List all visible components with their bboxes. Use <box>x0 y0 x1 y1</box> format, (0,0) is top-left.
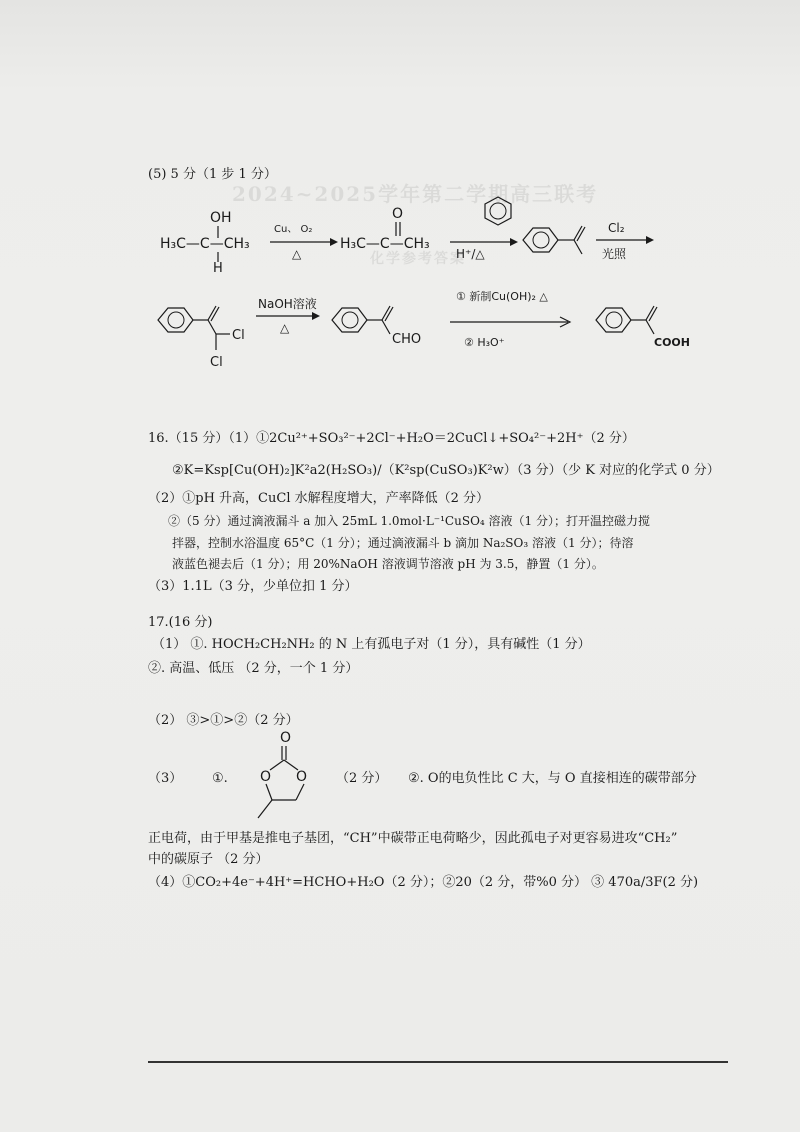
ghost-header: 2024~2025学年第二学期高三联考 <box>232 182 599 206</box>
oh-label: OH <box>210 210 232 226</box>
q17-part3-sub1: ①. <box>212 771 228 786</box>
h-label: H <box>213 261 223 276</box>
ring-o-left: O <box>260 769 272 785</box>
q16-line4: ②（5 分）通过滴液漏斗 a 加入 25mL 1.0mol·L⁻¹CuSO₄ 溶液（1 分）；打开温控磁力搅 <box>168 514 650 528</box>
q17-part3-score: （2 分） <box>336 771 388 786</box>
arrow3-reagent: Cl₂ <box>608 221 625 235</box>
q16-line6: 液蓝色褪去后（1 分）；用 20%NaOH 溶液调节溶液 pH 为 3.5，静置（1 分）。 <box>172 557 604 571</box>
arrow1-reagent: Cu、 O₂ <box>274 224 313 235</box>
q17-part3-sub2: ②. O的电负性比 C 大，与 O 直接相连的碳带部分 <box>408 771 697 786</box>
arrow4-reagent: NaOH溶液 <box>258 297 317 311</box>
q17-line3: （2） ③>①>②（2 分） <box>148 713 299 728</box>
q16-line1: 16.（15 分）（1）①2Cu²⁺+SO₃²⁻+2Cl⁻+H₂O＝2CuCl↓+SO₄²⁻+2H⁺（2 分） <box>148 431 635 446</box>
q5-heading: (5) 5 分（1 步 1 分） <box>148 167 277 182</box>
carbonyl-o-label: O <box>280 730 292 746</box>
arrow4-condition: △ <box>280 321 290 335</box>
arrow5-step2: ② H₃O⁺ <box>464 336 505 349</box>
ghost-sub: 化学参考答案 <box>370 251 466 267</box>
arrow3-condition: 光照 <box>602 247 627 261</box>
q16-line2: ②K=Ksp[Cu(OH)₂]K²a2(H₂SO₃)/（K²sp(CuSO₃)K²w）（3 分）（少 K 对应的化学式 0 分） <box>172 463 720 478</box>
cl-label-1: Cl <box>232 328 245 343</box>
arrow2-condition: H⁺/△ <box>456 247 485 261</box>
q17-line2: ②. 高温、低压 （2 分，一个 1 分） <box>148 661 359 676</box>
reaction-row-1 <box>140 196 700 276</box>
q17-part3-label: （3） <box>148 771 183 786</box>
propylene-carbonate-structure <box>238 726 328 826</box>
acetone-o: O <box>392 206 404 222</box>
footer-rule <box>148 1061 728 1063</box>
q16-line3: （2）①pH 升高，CuCl 水解程度增大，产率降低（2 分） <box>148 491 490 506</box>
q17-line7: （4）①CO₂+4e⁻+4H⁺=HCHO+H₂O（2 分）；②20（2 分，带%0 分） ③ 470a/3F(2 分) <box>148 875 699 890</box>
q17-line6: 中的碳原子 （2 分） <box>148 852 269 867</box>
cooh-label: COOH <box>654 336 690 349</box>
acetone-formula: H₃C—C—CH₃ <box>340 236 430 252</box>
q17-heading: 17.(16 分) <box>148 615 213 630</box>
isopropanol-formula: H₃C—C—CH₃ <box>160 236 250 252</box>
q16-line5: 拌器，控制水浴温度 65°C（1 分）；通过滴液漏斗 b 滴加 Na₂SO₃ 溶液（1 分）；待溶 <box>172 536 634 550</box>
arrow1-condition: △ <box>292 247 302 261</box>
reaction-row-2 <box>140 286 710 376</box>
ring-o-right: O <box>296 769 308 785</box>
arrow5-step1: ① 新制Cu(OH)₂ △ <box>456 290 548 303</box>
cl-label-2: Cl <box>210 355 223 370</box>
cho-label: CHO <box>392 332 422 347</box>
q17-line5: 正电荷，由于甲基是推电子基团，“CH”中碳带正电荷略少，因此孤电子对更容易进攻“CH₂” <box>148 831 678 846</box>
q16-line7: （3）1.1L（3 分，少单位扣 1 分） <box>148 579 358 594</box>
q17-line1: （1） ①. HOCH₂CH₂NH₂ 的 N 上有孤电子对（1 分），具有碱性（1 分） <box>152 637 591 652</box>
